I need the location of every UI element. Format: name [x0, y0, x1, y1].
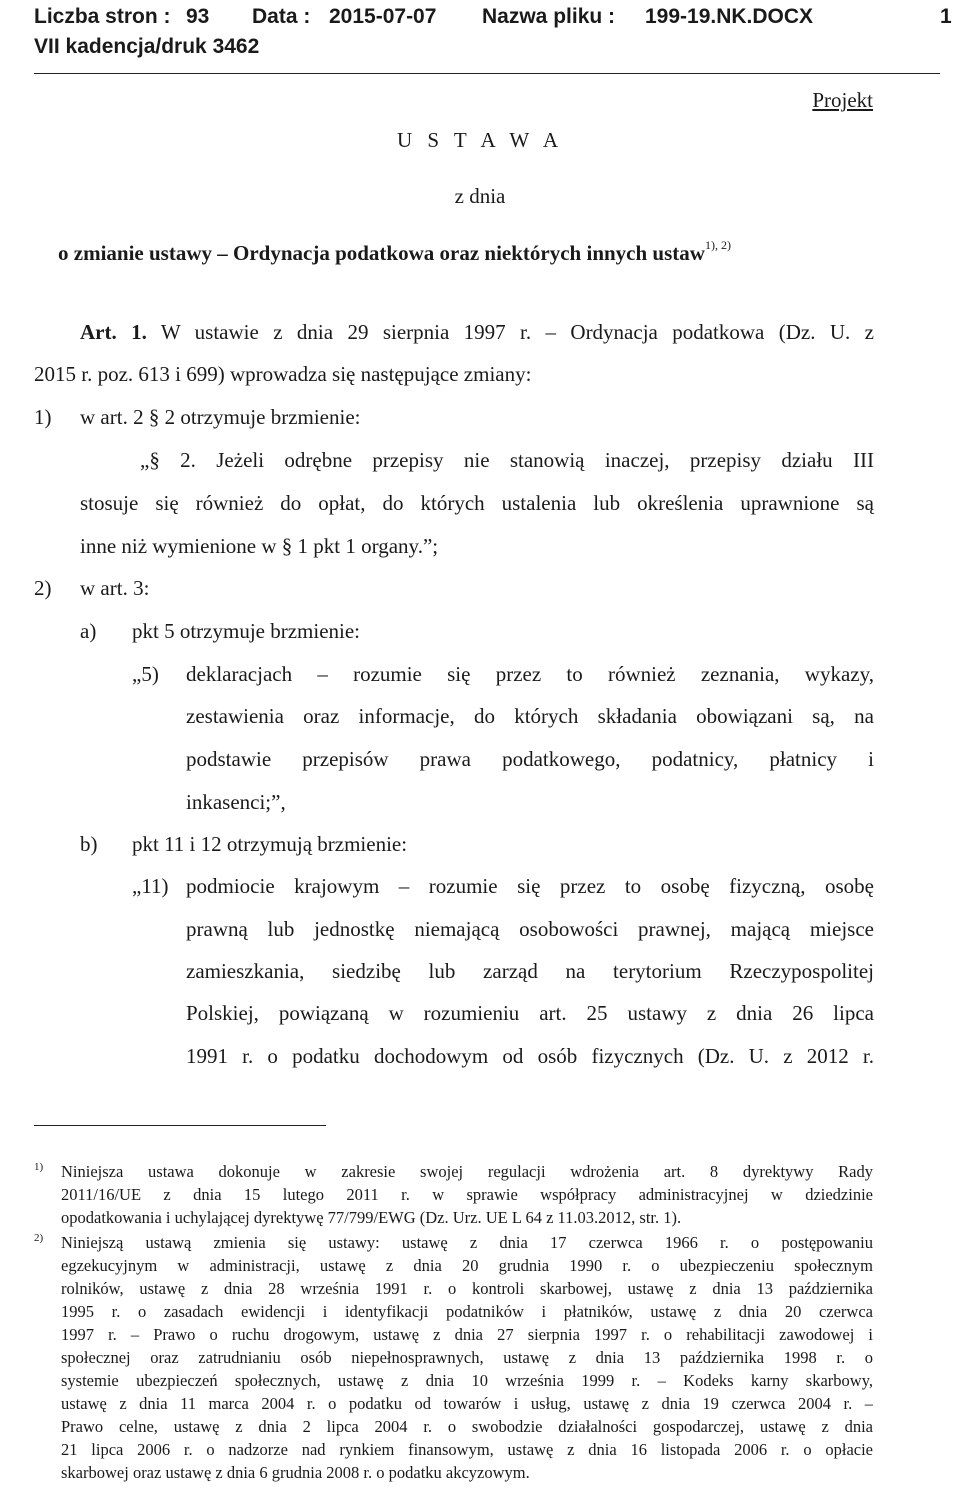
- footnote-2-line: egzekucyjnym w administracji, ustawę z dnia 20 grudnia 1990 r. o ubezpieczeniu społecznym: [61, 1256, 873, 1275]
- quote3-line5: 1991 r. o podatku dochodowym od osób fizycznych (Dz. U. z 2012 r.: [186, 1044, 874, 1068]
- quote3-line2: prawną lub jednostkę niemającą osobowości prawnej, mającą miejsce: [186, 917, 874, 941]
- date-line: z dnia: [454, 184, 506, 208]
- quote3-line3: zamieszkania, siedzibę lub zarząd na terytorium Rzeczypospolitej: [186, 959, 874, 983]
- art1-heading: Art. 1.: [80, 320, 147, 344]
- quote3-line4: Polskiej, powiązaną w rozumieniu art. 25 ustawy z dnia 26 lipca: [186, 1001, 874, 1025]
- footnote-2-line: społecznej oraz zatrudnianiu osób niepełnosprawnych, ustawę z dnia 13 października 1998 r. o: [61, 1348, 873, 1367]
- footnote-2-line: rolników, ustawę z dnia 28 września 1991 r. o kontroli skarbowej, ustawę z dnia 13 października: [61, 1279, 873, 1298]
- page-number: 1: [940, 5, 952, 28]
- document-title: U S T A W A: [396, 128, 564, 152]
- point1-number: 1): [34, 405, 52, 429]
- file-label: Nazwa pliku :: [482, 5, 616, 28]
- quote2-line3: podstawie przepisów prawa podatkowego, podatnicy, płatnicy i: [186, 747, 874, 771]
- art1-text: W ustawie z dnia 29 sierpnia 1997 r. – Ordynacja podatkowa (Dz. U. z: [160, 320, 874, 344]
- footnote-2-line: systemie ubezpieczeń społecznych, ustawę z dnia 10 września 1999 r. – Kodeks karny skarbowy,: [61, 1371, 873, 1390]
- footnote-1-number: 1): [34, 1161, 44, 1173]
- quote3-line1: podmiocie krajowym – rozumie się przez to osobę fizyczną, osobę: [186, 874, 874, 898]
- footnote-1-line: Niniejsza ustawa dokonuje w zakresie swojej regulacji wdrożenia art. 8 dyrektywy Rady: [61, 1162, 873, 1181]
- quote3-lead: „11): [132, 874, 169, 898]
- subject-footnote-refs: 1), 2): [704, 238, 731, 252]
- footnote-2-line: 1995 r. o zasadach ewidencji i identyfikacji podatników i płatników, ustawę z dnia 20 czerwca: [61, 1302, 873, 1321]
- file-value: 199-19.NK.DOCX: [645, 5, 814, 28]
- letter-a-text: pkt 5 otrzymuje brzmienie:: [132, 619, 361, 643]
- point2-text: w art. 3:: [80, 576, 150, 600]
- art1-line2: 2015 r. poz. 613 i 699) wprowadza się następujące zmiany:: [34, 362, 532, 386]
- footnote-1-line: opodatkowania i uchylającej dyrektywę 77/799/EWG (Dz. Urz. UE L 64 z 11.03.2012, str. 1).: [61, 1208, 682, 1227]
- footnote-2-line: 1997 r. – Prawo o ruchu drogowym, ustawę z dnia 27 sierpnia 1997 r. o rehabilitacji zawodowej i: [61, 1325, 873, 1344]
- point2-number: 2): [34, 576, 52, 600]
- document-header: [34, 4, 960, 64]
- projekt-label: Projekt: [812, 88, 873, 112]
- date-label: Data :: [252, 5, 311, 28]
- pages-label: Liczba stron :: [34, 5, 171, 28]
- document-subject: [58, 238, 731, 266]
- kadencja-label: VII kadencja/druk 3462: [34, 35, 260, 58]
- footnote-2-line: Prawo celne, ustawę z dnia 2 lipca 2004 r. o swobodzie działalności gospodarczej, ustawę z dnia: [61, 1417, 873, 1436]
- header-rule: [34, 73, 940, 74]
- pages-value: 93: [186, 5, 210, 28]
- quote1-line1: „§ 2. Jeżeli odrębne przepisy nie stanowią inaczej, przepisy działu III: [140, 448, 874, 472]
- footnote-2-number: 2): [34, 1232, 44, 1244]
- quote2-line2: zestawienia oraz informacje, do których składania obowiązani są, na: [186, 704, 874, 728]
- footnote-2-line: skarbowej oraz ustawę z dnia 6 grudnia 2008 r. o podatku akcyzowym.: [61, 1463, 530, 1482]
- footnote-2-line: Niniejszą ustawą zmienia się ustawy: ustawę z dnia 17 czerwca 1966 r. o postępowaniu: [61, 1233, 873, 1252]
- quote2-line1: deklaracjach – rozumie się przez to również zeznania, wykazy,: [186, 662, 874, 686]
- footnote-2-line: ustawę z dnia 11 marca 2004 r. o podatku od towarów i usług, ustawę z dnia 19 czerwca 2004 r. –: [61, 1394, 873, 1413]
- point1-text: w art. 2 § 2 otrzymuje brzmienie:: [80, 405, 361, 429]
- footnote-2-text: [61, 1232, 873, 1485]
- footnote-separator: [34, 1125, 326, 1126]
- quote1-line3: inne niż wymienione w § 1 pkt 1 organy.”;: [80, 534, 439, 558]
- quote2-line4: inkasenci;”,: [186, 790, 286, 814]
- subject-text: o zmianie ustawy – Ordynacja podatkowa oraz niektórych innych ustaw: [58, 241, 705, 265]
- footnote-1-text: [61, 1161, 873, 1230]
- art1-line1: [80, 319, 874, 345]
- letter-a-number: a): [80, 619, 97, 643]
- header-meta-line: [34, 4, 960, 34]
- footnote-1-line: 2011/16/UE z dnia 15 lutego 2011 r. w sprawie współpracy administracyjnej w dziedzinie: [61, 1185, 873, 1204]
- quote1-line2: stosuje się również do opłat, do których ustalenia lub określenia uprawnione są: [80, 491, 874, 515]
- date-value: 2015-07-07: [329, 5, 437, 28]
- letter-b-number: b): [80, 832, 98, 856]
- footnote-2-line: 21 lipca 2006 r. o nadzorze nad rynkiem finansowym, ustawę z dnia 16 listopada 2006 r. o opłacie: [61, 1440, 873, 1459]
- letter-b-text: pkt 11 i 12 otrzymują brzmienie:: [132, 832, 408, 856]
- quote2-lead: „5): [132, 662, 159, 686]
